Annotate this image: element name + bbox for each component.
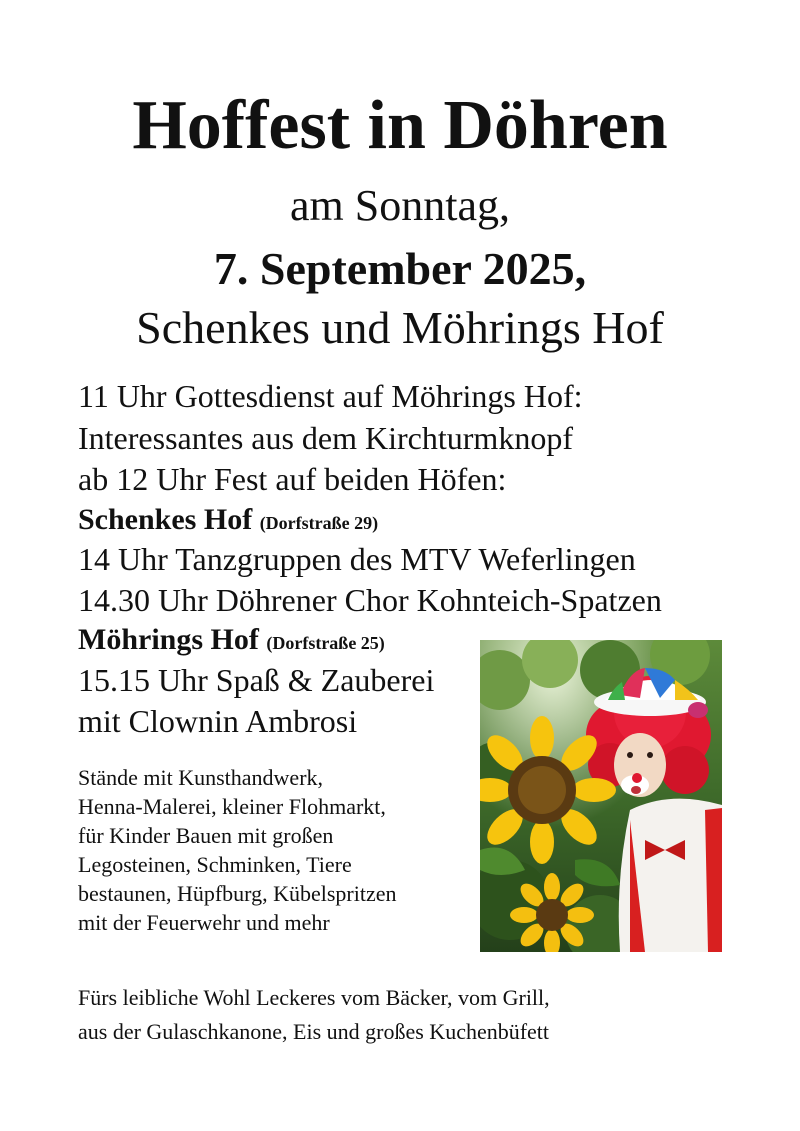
food-line: aus der Gulaschkanone, Eis und großes Kuchenbüfett xyxy=(78,1019,550,1044)
stalls-line: für Kinder Bauen mit großen xyxy=(78,823,334,848)
schedule-line-topic: Interessantes aus dem Kirchturmknopf xyxy=(78,420,573,456)
event-date: 7. September 2025, xyxy=(213,243,587,294)
moehrings-hof-heading xyxy=(78,620,385,663)
moehrings-hof-address: (Dorfstraße 25) xyxy=(266,633,385,653)
stalls-line: Stände mit Kunsthandwerk, xyxy=(78,765,324,790)
schenkes-hof-heading xyxy=(78,500,378,543)
schedule-line-clown: mit Clownin Ambrosi xyxy=(78,703,358,739)
schedule-line-festival-start: ab 12 Uhr Fest auf beiden Höfen: xyxy=(78,461,507,497)
poster-title: Hoffest in Döhren xyxy=(132,87,668,164)
schedule-line-choir: 14.30 Uhr Döhrener Chor Kohnteich-Spatzen xyxy=(78,582,662,618)
stalls-line: mit der Feuerwehr und mehr xyxy=(78,910,330,935)
stalls-line: bestaunen, Hüpfburg, Kübelspritzen xyxy=(78,881,397,906)
food-line: Fürs leibliche Wohl Leckeres vom Bäcker, vom Grill, xyxy=(78,985,550,1010)
schenkes-hof-name: Schenkes Hof xyxy=(78,503,253,536)
stalls-line: Legosteinen, Schminken, Tiere xyxy=(78,852,352,877)
schedule-line-dance: 14 Uhr Tanzgruppen des MTV Weferlingen xyxy=(78,541,636,577)
clown-sunflower-photo xyxy=(480,640,722,952)
stalls-line: Henna-Malerei, kleiner Flohmarkt, xyxy=(78,794,386,819)
event-location: Schenkes und Möhrings Hof xyxy=(136,302,664,353)
schedule-line-service: 11 Uhr Gottesdienst auf Möhrings Hof: xyxy=(78,378,583,414)
schedule-line-magic: 15.15 Uhr Spaß & Zauberei xyxy=(78,662,435,698)
event-day: am Sonntag, xyxy=(290,181,510,230)
moehrings-hof-name: Möhrings Hof xyxy=(78,623,259,656)
schenkes-hof-address: (Dorfstraße 29) xyxy=(259,513,379,533)
